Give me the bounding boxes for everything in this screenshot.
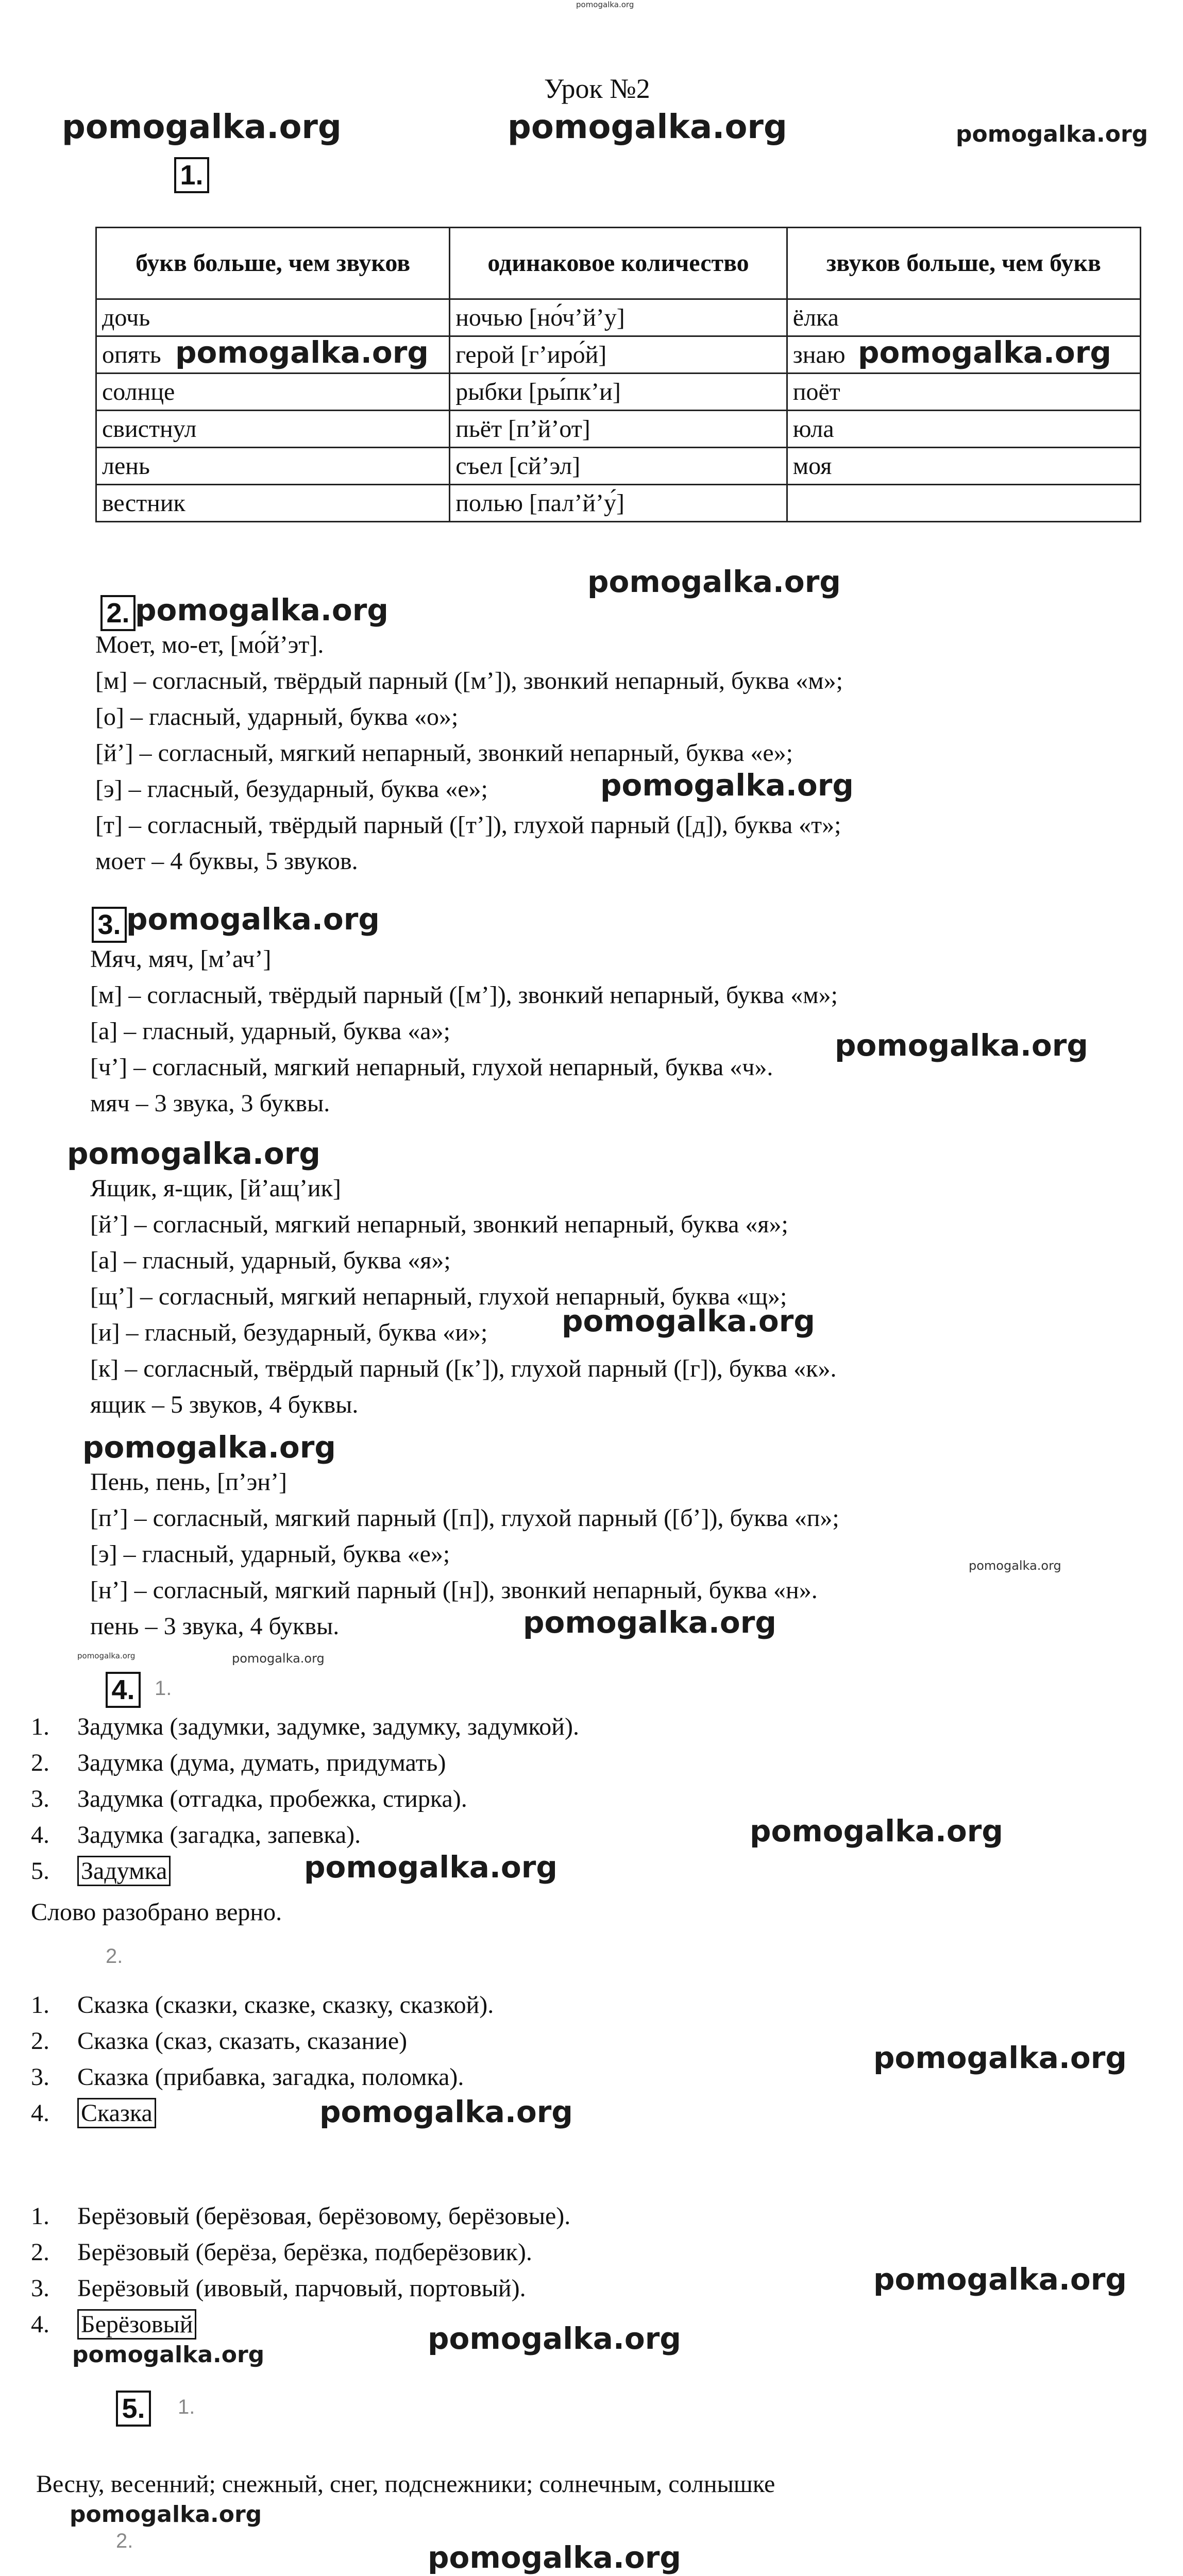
watermark: pomogalka.org [304, 1850, 557, 1885]
ex3-line: пень – 3 звука, 4 буквы. [90, 1613, 340, 1640]
table-cell [787, 485, 1140, 522]
table-cell: вестник [96, 485, 450, 522]
table-cell: ночью [но́ч’й’у] [450, 299, 787, 336]
ex5-words: Весну, весенний; снежный, снег, подснежники; солнечным, солнышке [36, 2470, 775, 2498]
watermark: pomogalka.org [232, 1651, 325, 1666]
exercise-5-number: 5. [116, 2391, 151, 2427]
watermark: pomogalka.org [835, 1028, 1088, 1063]
ex4-note: Слово разобрано верно. [31, 1899, 282, 1926]
table-cell: пьёт [п’й’от] [450, 411, 787, 448]
watermark: pomogalka.org [969, 1558, 1061, 1573]
ex3-line: Пень, пень, [п’эн’] [90, 1468, 288, 1496]
table-cell: поёт [787, 374, 1140, 411]
table-cell: рыбки [ры́пк’и] [450, 374, 787, 411]
word-analysis: Задумка (загадка, запевка). [77, 1821, 361, 1849]
ex3-line: [й’] – согласный, мягкий непарный, звонкий непарный, буква «я»; [90, 1211, 788, 1238]
ex3-line: [а] – гласный, ударный, буква «я»; [90, 1247, 451, 1274]
list-number: 1. [31, 1713, 49, 1740]
table-cell: моя [787, 448, 1140, 485]
watermark: pomogalka.org [508, 108, 787, 146]
ex3-line: Мяч, мяч, [м’ач’] [90, 945, 272, 973]
table-cell: юла [787, 411, 1140, 448]
list-number: 4. [31, 2099, 49, 2127]
exercise-4-number: 4. [106, 1672, 141, 1708]
list-number: 3. [31, 1785, 49, 1812]
ex3-line: [п’] – согласный, мягкий парный ([п]), глухой парный ([б’]), буква «п»; [90, 1504, 839, 1532]
ex3-line: [и] – гласный, безударный, буква «и»; [90, 1319, 488, 1346]
word-analysis: Сказка (прибавка, загадка, поломка). [77, 2063, 464, 2091]
watermark: pomogalka.org [600, 768, 854, 803]
list-number: 1. [31, 1991, 49, 2019]
word-analysis: Сказка (сказки, сказке, сказку, сказкой). [77, 1991, 494, 2019]
watermark: pomogalka.org [873, 2262, 1127, 2297]
list-number: 4. [31, 2311, 49, 2338]
exercise-1-number: 1. [174, 157, 209, 193]
table-row [96, 411, 1141, 448]
ex2-line: [й’] – согласный, мягкий непарный, звонкий непарный, буква «е»; [95, 739, 793, 767]
table-cell: герой [г’иро́й] [450, 336, 787, 374]
watermark: pomogalka.org [126, 902, 380, 937]
watermark: pomogalka.org [523, 1605, 776, 1640]
word-analysis: Задумка [77, 1856, 171, 1886]
watermark: pomogalka.org [750, 1814, 1003, 1849]
ex3-line: [э] – гласный, ударный, буква «е»; [90, 1540, 450, 1568]
word-analysis: Берёзовый (берёза, берёзка, подберёзовик). [77, 2239, 532, 2266]
table-header-row [96, 228, 1141, 299]
ex3-line: Ящик, я-щик, [й’ащ’ик] [90, 1175, 341, 1202]
watermark: pomogalka.org [562, 1303, 815, 1338]
word-analysis: Сказка [77, 2098, 156, 2128]
lesson-title: Урок №2 [544, 73, 650, 104]
watermark: pomogalka.org [428, 2321, 681, 2356]
word-analysis: Сказка (сказ, сказать, сказание) [77, 2027, 408, 2055]
list-number: 3. [31, 2063, 49, 2091]
word-analysis: Берёзовый [77, 2309, 196, 2340]
table-header: одинаковое количество [450, 228, 787, 299]
table-cell: дочь [96, 299, 450, 336]
exercise-3-number: 3. [92, 907, 127, 943]
ex2-line: [м] – согласный, твёрдый парный ([м’]), звонкий непарный, буква «м»; [95, 667, 843, 694]
ex2-line: моет – 4 буквы, 5 звуков. [95, 848, 358, 875]
part-label: 1. [178, 2396, 195, 2418]
watermark: pomogalka.org [587, 564, 841, 599]
ex3-line: [н’] – согласный, мягкий парный ([н]), звонкий непарный, буква «н». [90, 1577, 818, 1604]
list-number: 2. [31, 2027, 49, 2055]
watermark: pomogalka.org [873, 2040, 1127, 2075]
word-analysis: Берёзовый (берёзовая, берёзовому, берёзовые). [77, 2202, 571, 2230]
ex2-line: [т] – согласный, твёрдый парный ([т’]), глухой парный ([д]), буква «т»; [95, 811, 841, 839]
ex2-line: [о] – гласный, ударный, буква «о»; [95, 703, 459, 731]
table-cell: лень [96, 448, 450, 485]
exercise-2-number: 2. [100, 595, 136, 631]
ex3-line: [щ’] – согласный, мягкий непарный, глухой непарный, буква «щ»; [90, 1283, 787, 1310]
watermark: pomogalka.org [175, 335, 429, 370]
table-row [96, 485, 1141, 522]
watermark: pomogalka.org [77, 1651, 136, 1660]
watermark: pomogalka.org [135, 592, 388, 628]
list-number: 4. [31, 1821, 49, 1849]
table-cell: знаю [787, 336, 1140, 374]
ex3-line: [а] – гласный, ударный, буква «а»; [90, 1018, 450, 1045]
list-number: 2. [31, 2239, 49, 2266]
site-label-top: pomogalka.org [576, 0, 634, 9]
table-header: звуков больше, чем букв [787, 228, 1140, 299]
word-analysis: Задумка (задумки, задумке, задумку, задумкой). [77, 1713, 579, 1740]
table-header: букв больше, чем звуков [96, 228, 450, 299]
table-cell: съел [сй’эл] [450, 448, 787, 485]
table-cell: полью [пал’й’у́] [450, 485, 787, 522]
part-label: 2. [116, 2530, 133, 2552]
table-row [96, 374, 1141, 411]
watermark: pomogalka.org [319, 2094, 573, 2129]
ex3-line: мяч – 3 звука, 3 буквы. [90, 1090, 330, 1117]
watermark: pomogalka.org [956, 121, 1148, 147]
table-cell: свистнул [96, 411, 450, 448]
list-number: 1. [31, 2202, 49, 2230]
watermark: pomogalka.org [858, 335, 1111, 370]
ex3-line: [ч’] – согласный, мягкий непарный, глухой непарный, буква «ч». [90, 1054, 773, 1081]
word-analysis: Задумка (дума, думать, придумать) [77, 1749, 446, 1776]
part-label: 2. [106, 1945, 123, 1968]
sounds-letters-table [95, 227, 1141, 522]
watermark: pomogalka.org [428, 2540, 681, 2575]
ex2-line: Моет, мо-ет, [мо́й’эт]. [95, 631, 324, 658]
table-cell: опять [96, 336, 450, 374]
watermark: pomogalka.org [62, 108, 342, 146]
watermark: pomogalka.org [72, 2342, 265, 2368]
list-number: 2. [31, 1749, 49, 1776]
watermark: pomogalka.org [82, 1430, 336, 1465]
ex3-line: ящик – 5 звуков, 4 буквы. [90, 1391, 359, 1418]
list-number: 5. [31, 1857, 49, 1885]
word-analysis: Берёзовый (ивовый, парчовый, портовый). [77, 2275, 526, 2302]
table-row [96, 448, 1141, 485]
part-label: 1. [155, 1677, 172, 1700]
watermark: pomogalka.org [70, 2501, 262, 2528]
list-number: 3. [31, 2275, 49, 2302]
word-analysis: Задумка (отгадка, пробежка, стирка). [77, 1785, 467, 1812]
ex2-line: [э] – гласный, безударный, буква «е»; [95, 775, 488, 803]
table-cell: ёлка [787, 299, 1140, 336]
ex3-line: [к] – согласный, твёрдый парный ([к’]), глухой парный ([г]), буква «к». [90, 1355, 837, 1382]
ex3-line: [м] – согласный, твёрдый парный ([м’]), звонкий непарный, буква «м»; [90, 981, 838, 1009]
table-row [96, 299, 1141, 336]
watermark: pomogalka.org [67, 1136, 320, 1171]
table-cell: солнце [96, 374, 450, 411]
